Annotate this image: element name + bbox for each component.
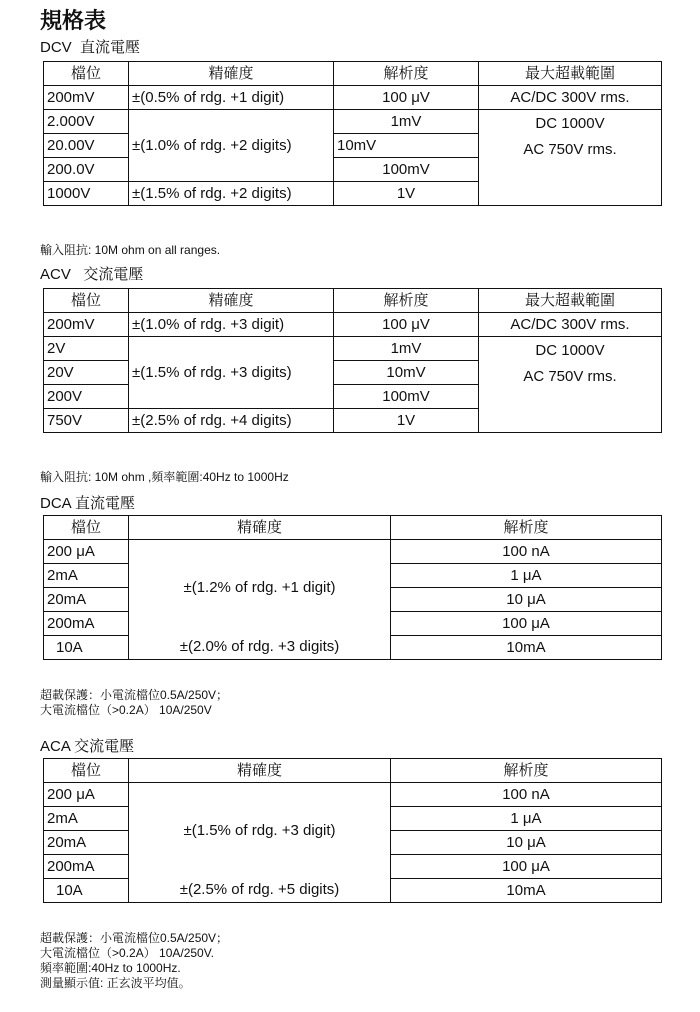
accuracy-cell: ±(1.5% of rdg. +3 digit)	[129, 783, 391, 879]
aca-heading: ACA 交流電壓	[40, 738, 135, 755]
table-row	[44, 313, 662, 337]
dca-note-line: 超載保護：小電流檔位0.5A/250V；	[40, 688, 229, 702]
resolution-cell: 100 μA	[391, 612, 662, 636]
resolution-cell: 100mV	[334, 385, 479, 409]
table-row	[44, 337, 662, 361]
table-row	[44, 540, 662, 564]
aca-note-line: 大電流檔位（>0.2A） 10A/250V.	[40, 946, 214, 960]
range-cell: 200mA	[44, 612, 129, 636]
overload-cell: AC/DC 300V rms.	[479, 313, 662, 337]
range-cell: 200mV	[44, 86, 129, 110]
range-cell: 10A	[44, 636, 129, 660]
header-resolution: 解析度	[391, 759, 662, 783]
overload-cell	[479, 110, 662, 206]
resolution-cell: 100mV	[334, 158, 479, 182]
aca-note-line: 頻率範圍:40Hz to 1000Hz.	[40, 961, 181, 975]
accuracy-cell: ±(1.0% of rdg. +2 digits)	[129, 110, 334, 182]
dcv-heading: DCV 直流電壓	[40, 39, 141, 56]
range-cell: 200.0V	[44, 158, 129, 182]
table-header-row	[44, 516, 662, 540]
table-header-row	[44, 759, 662, 783]
range-cell: 200 μA	[44, 540, 129, 564]
resolution-cell: 1 μA	[391, 807, 662, 831]
dcv-note: 輸入阻抗: 10M ohm on all ranges.	[40, 243, 221, 257]
table-header-row	[44, 62, 662, 86]
range-cell: 20mA	[44, 831, 129, 855]
header-range: 檔位	[44, 289, 129, 313]
acv-table	[43, 288, 662, 433]
resolution-cell: 10mA	[391, 636, 662, 660]
header-range: 檔位	[44, 62, 129, 86]
accuracy-cell: ±(1.2% of rdg. +1 digit)	[129, 540, 391, 636]
accuracy-cell: ±(1.5% of rdg. +2 digits)	[129, 182, 334, 206]
aca-note-line: 測量顯示值: 正玄波平均值。	[40, 976, 191, 990]
overload-ac: AC 750V rms.	[523, 368, 617, 385]
resolution-cell: 100 μV	[334, 86, 479, 110]
header-range: 檔位	[44, 516, 129, 540]
header-accuracy: 精確度	[129, 759, 391, 783]
aca-note-line: 超載保護：小電流檔位0.5A/250V；	[40, 931, 229, 945]
range-cell: 200V	[44, 385, 129, 409]
overload-cell: AC/DC 300V rms.	[479, 86, 662, 110]
resolution-cell: 1 μA	[391, 564, 662, 588]
resolution-cell: 10 μA	[391, 831, 662, 855]
table-row	[44, 110, 662, 134]
overload-cell	[479, 337, 662, 433]
range-cell: 10A	[44, 879, 129, 903]
range-cell: 2.000V	[44, 110, 129, 134]
header-resolution: 解析度	[334, 289, 479, 313]
range-cell: 20mA	[44, 588, 129, 612]
acv-heading: ACV 交流電壓	[40, 266, 144, 283]
accuracy-cell: ±(1.5% of rdg. +3 digits)	[129, 337, 334, 409]
resolution-cell: 1V	[334, 409, 479, 433]
table-row	[44, 879, 662, 903]
resolution-cell: 100 μV	[334, 313, 479, 337]
range-cell: 1000V	[44, 182, 129, 206]
dca-notes	[40, 688, 228, 718]
header-overload: 最大超載範圍	[479, 289, 662, 313]
range-cell: 200mV	[44, 313, 129, 337]
resolution-cell: 1mV	[334, 337, 479, 361]
accuracy-cell: ±(2.5% of rdg. +5 digits)	[129, 879, 391, 903]
header-range: 檔位	[44, 759, 129, 783]
resolution-cell: 10 μA	[391, 588, 662, 612]
header-resolution: 解析度	[391, 516, 662, 540]
header-overload: 最大超載範圍	[479, 62, 662, 86]
dca-table	[43, 515, 662, 660]
header-accuracy: 精確度	[129, 289, 334, 313]
aca-notes	[40, 931, 228, 991]
acv-note: 輸入阻抗: 10M ohm ,頻率範圍:40Hz to 1000Hz	[40, 470, 289, 484]
table-row	[44, 636, 662, 660]
header-resolution: 解析度	[334, 62, 479, 86]
dca-heading: DCA 直流電壓	[40, 495, 136, 512]
table-header-row	[44, 289, 662, 313]
resolution-cell: 1V	[334, 182, 479, 206]
range-cell: 200mA	[44, 855, 129, 879]
page-title: 規格表	[40, 8, 107, 33]
resolution-cell: 10mA	[391, 879, 662, 903]
resolution-cell: 100 μA	[391, 855, 662, 879]
accuracy-cell: ±(1.0% of rdg. +3 digit)	[129, 313, 334, 337]
range-cell: 750V	[44, 409, 129, 433]
table-row	[44, 783, 662, 807]
range-cell: 20V	[44, 361, 129, 385]
resolution-cell: 100 nA	[391, 783, 662, 807]
resolution-cell: 10mV	[334, 134, 479, 158]
range-cell: 20.00V	[44, 134, 129, 158]
range-cell: 2V	[44, 337, 129, 361]
table-row	[44, 86, 662, 110]
resolution-cell: 10mV	[334, 361, 479, 385]
header-accuracy: 精確度	[129, 62, 334, 86]
resolution-cell: 100 nA	[391, 540, 662, 564]
overload-dc: DC 1000V	[535, 115, 605, 132]
accuracy-cell: ±(0.5% of rdg. +1 digit)	[129, 86, 334, 110]
range-cell: 2mA	[44, 564, 129, 588]
dca-note-line: 大電流檔位（>0.2A） 10A/250V	[40, 703, 212, 717]
range-cell: 2mA	[44, 807, 129, 831]
overload-ac: AC 750V rms.	[523, 141, 617, 158]
accuracy-cell: ±(2.0% of rdg. +3 digits)	[129, 636, 391, 660]
overload-dc: DC 1000V	[535, 342, 605, 359]
header-accuracy: 精確度	[129, 516, 391, 540]
resolution-cell: 1mV	[334, 110, 479, 134]
dcv-table	[43, 61, 662, 206]
accuracy-cell: ±(2.5% of rdg. +4 digits)	[129, 409, 334, 433]
range-cell: 200 μA	[44, 783, 129, 807]
aca-table	[43, 758, 662, 903]
